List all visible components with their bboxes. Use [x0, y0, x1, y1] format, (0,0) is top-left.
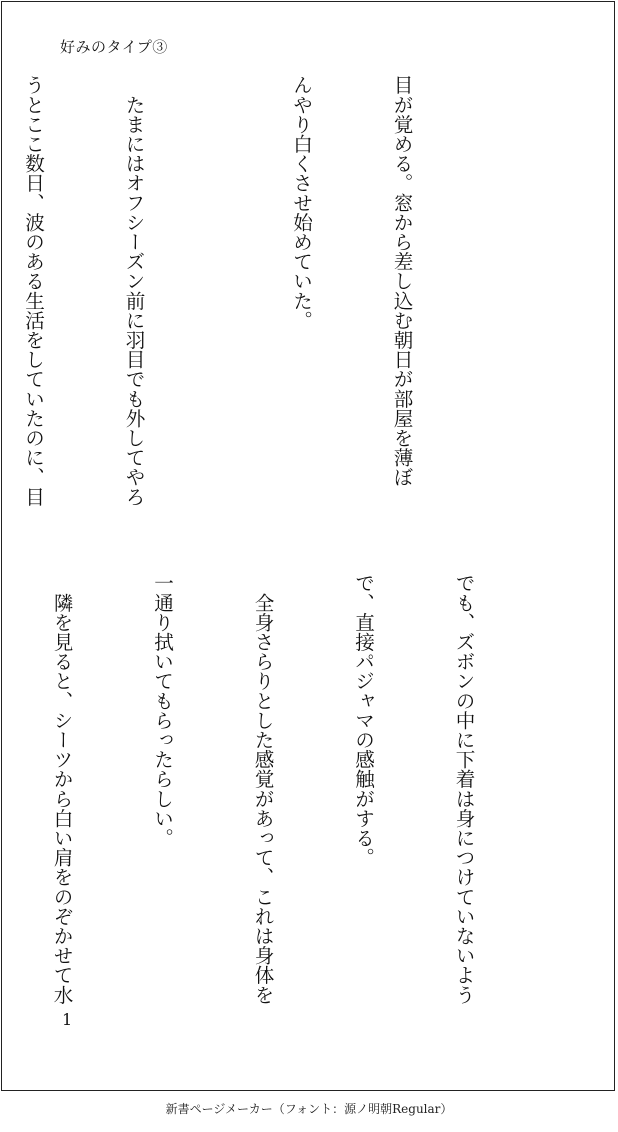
text-line: んやり白くさせ始めていた。	[289, 75, 313, 330]
text-block-bottom	[0, 573, 547, 1033]
book-page	[1, 1, 615, 1091]
page-title: 好みのタイプ③	[60, 38, 168, 56]
text-line: たまにはオフシーズン前に羽目でも外してやろ	[122, 75, 145, 507]
text-line: 全身さらりとした感覚があって、これは身体を	[251, 573, 274, 1005]
text-line: でも、ズボンの中に下着は身につけていないよう	[452, 573, 475, 1005]
text-line: うとここ数日、波のある生活をしていたのに、目	[21, 75, 45, 507]
text-line: 隣を見ると、シーツから白い肩をのぞかせて水	[50, 573, 73, 1005]
text-line: で、直接パジャマの感触がする。	[351, 573, 375, 867]
text-line: 目が覚める。窓から差し込む朝日が部屋を薄ぼ	[390, 75, 413, 487]
footer-credit: 新書ページメーカー（フォント：源ノ明朝Regular）	[165, 1102, 453, 1116]
text-line: 一通り拭いてもらったらしい。	[150, 573, 174, 848]
text-block-top	[0, 75, 485, 535]
page-number: 1	[62, 1010, 73, 1029]
